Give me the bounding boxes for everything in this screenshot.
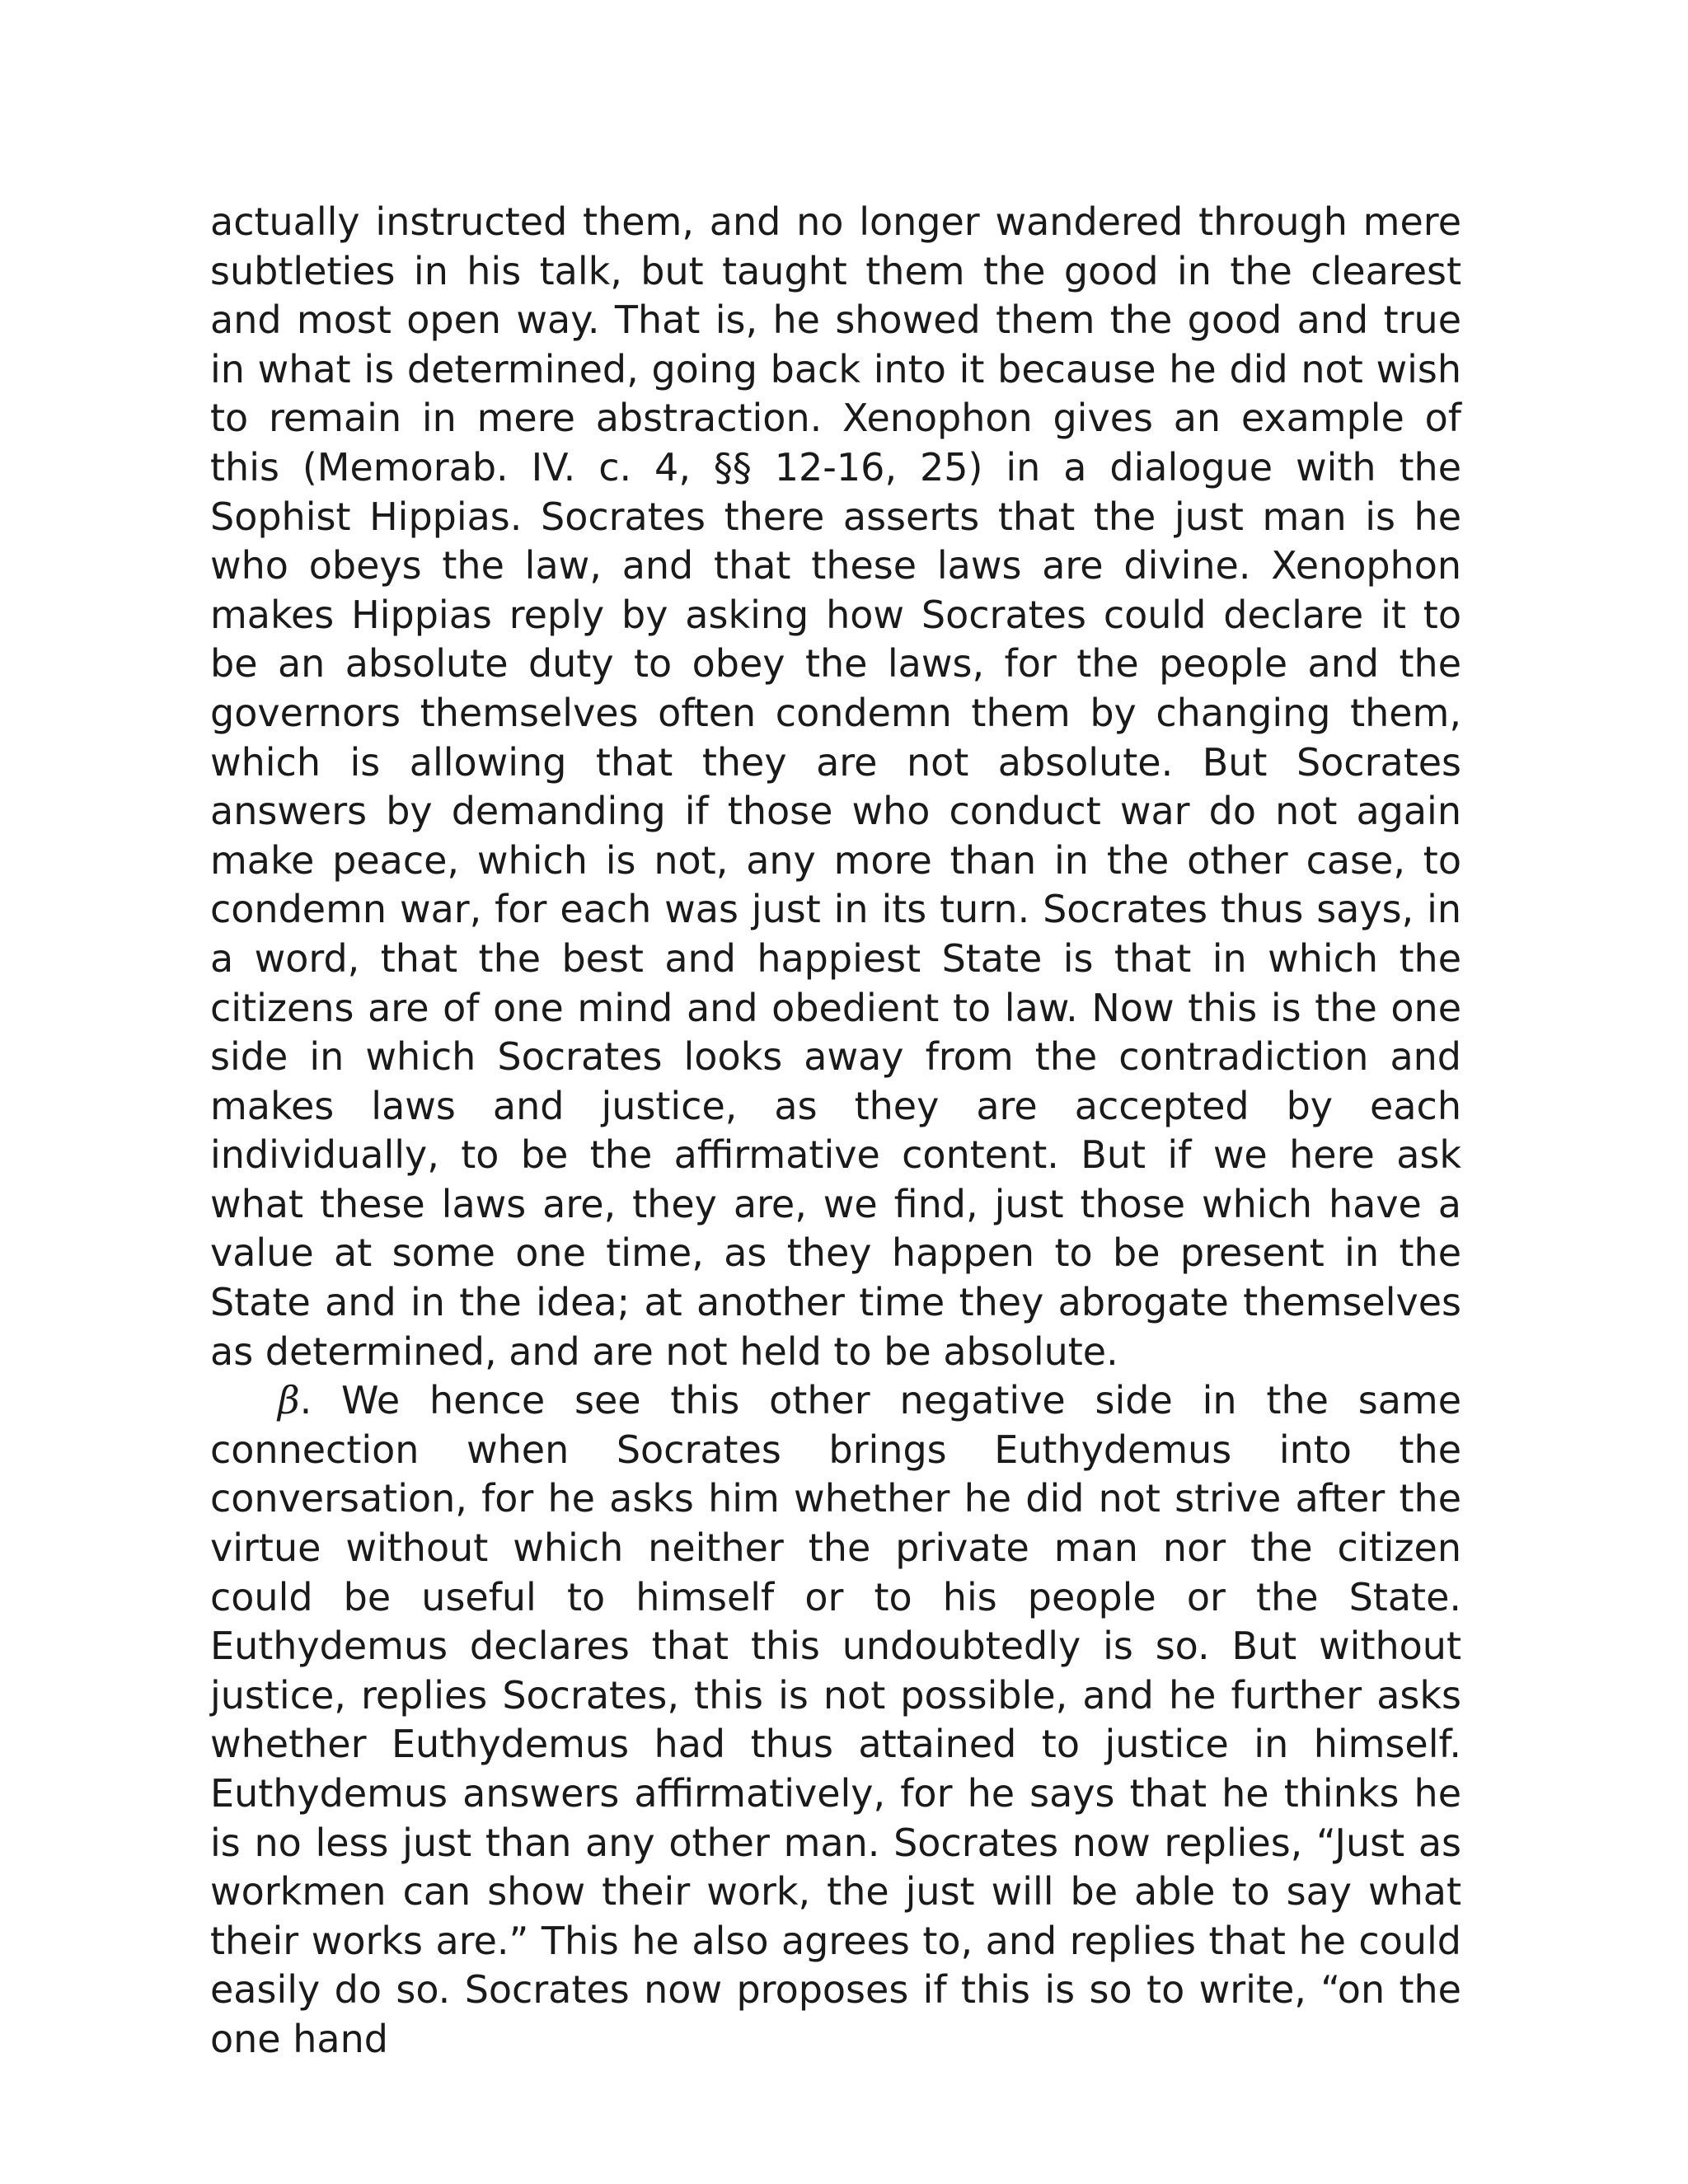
paragraph-1: actually instructed them, and no longer wandered through mere subtleties in his talk, but taught them the good in the clearest and most open way. That is, he showed them the good and true in what is determined, going back into it because he did not wish to remain in mere abstraction. Xenophon gives an example of this (Memorab. IV. c. 4, §§ 12-16, 25) in a dialogue with the Sophist Hippias. Socrates there asserts that the just man is he who obeys the law, and that these laws are divine. Xenophon makes Hippias reply by asking how Socrates could declare it to be an absolute duty to obey the laws, for the people and the governors themselves often condemn them by changing them, which is allowing that they are not absolute. But Socrates answers by demanding if those who conduct war do not again make peace, which is not, any more than in the other case, to condemn war, for each was just in its turn. Socrates thus says, in a word, that the best and happiest State is that in which the citizens are of one mind and obedient to law. Now this is the one side in which Socrates looks away from the contradiction and makes laws and justice, as they are accepted by each individually, to be the affirmative content. But if we here ask what these laws are, they are, we find, just those which have a value at some one time, as they happen to be present in the State and in the idea; at another time they abrogate themselves as determined, and are not held to be absolute. (210, 199, 1461, 1374)
paragraph-2 (210, 1376, 1461, 2064)
paragraph-marker-beta: β (278, 1378, 300, 1423)
paragraph-2-text: . We hence see this other negative side in the same connection when Socrates brings Euthydemus into the conversation, for he asks him whether he did not strive after the virtue without which neither the private man nor the citizen could be useful to himself or to his people or the State. Euthydemus declares that this undoubtedly is so. But without justice, replies Socrates, this is not possible, and he further asks whether Euthydemus had thus attained to justice in himself. Euthydemus answers affirmatively, for he says that he thinks he is no less just than any other man. Socrates now replies, “Just as workmen can show their work, the just will be able to say what their works are.” This he also agrees to, and replies that he could easily do so. Socrates now proposes if this is so to write, “on the one hand (210, 1378, 1461, 2061)
page-text-block (210, 198, 1461, 2064)
